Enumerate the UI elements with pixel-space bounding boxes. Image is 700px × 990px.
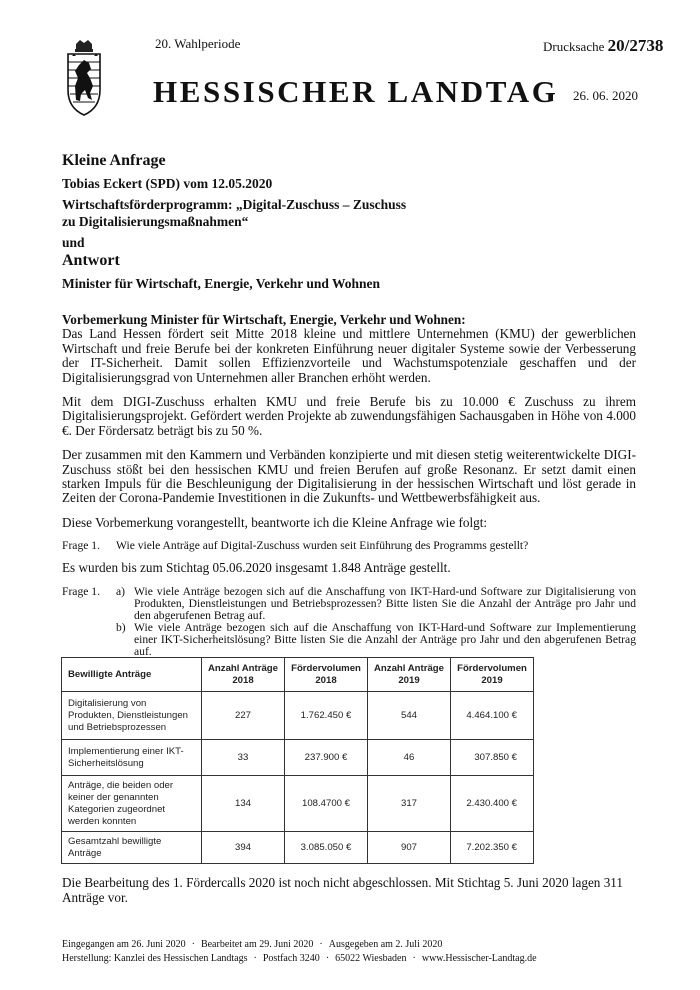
table-header: Fördervolumen 2018 (285, 658, 368, 692)
table-cell: 394 (202, 832, 285, 864)
table-row (62, 776, 534, 832)
sub-letter: b) (116, 620, 126, 634)
vorbemerkung-paragraph: Der zusammen mit den Kammern und Verbänden konzipierte und mit diesen stetig weiterentwickelte DIGI-Zuschuss stößt bei den hessischen KMU und freien Berufen auf große Resonanz. Er setzt damit einen starken Impuls für die Beschleunigung der Digitalisierung in der hessischen Wirtschaft und löst gerade in Zeiten der Corona-Pandemie Investitionen in die Zukunfts- und Wettbewerbsfähigkeit aus. (62, 447, 636, 506)
drucksache-number: 20/2738 (607, 36, 664, 55)
table-header: Fördervolumen 2019 (451, 658, 534, 692)
sub-text: Wie viele Anträge bezogen sich auf die Anschaffung von IKT-Hard-und Software zur Implementierung einer IKT-Sicherheitslösung? Bitte listen Sie die Anzahl der Anträge pro Jahr und den abgerufenen Betrag auf. (134, 620, 636, 658)
footer-item: Herstellung: Kanzlei des Hessischen Landtags (62, 953, 248, 964)
document-date: 26. 06. 2020 (573, 88, 638, 103)
footer-link[interactable]: www.Hessischer-Landtag.de (421, 953, 537, 964)
vorbemerkung-paragraph: Diese Vorbemerkung vorangestellt, beantworte ich die Kleine Anfrage wie folgt: (62, 514, 488, 530)
table-cell: 317 (368, 776, 451, 832)
table-header: Anzahl Anträge 2019 (368, 658, 451, 692)
drucksache (543, 36, 663, 56)
table-cell: 2.430.400 € (451, 776, 534, 832)
sub-text: Wie viele Anträge bezogen sich auf die Anschaffung von IKT-Hard-und Software zur Digitalisierung von Produkten, Dienstleistungen und Betriebsprozessen? Bitte listen Sie die Anzahl der Anträge pro Jahr und den abgerufenen Betrag auf. (134, 584, 636, 622)
hessen-coat-of-arms-icon (62, 38, 106, 118)
heading-type: Kleine Anfrage (62, 152, 166, 169)
frage-label: Frage 1. (62, 539, 100, 553)
table-cell: 33 (202, 740, 285, 776)
footer-line-1: Eingegangen am 26. Juni 2020 · Bearbeitet am 29. Juni 2020 · Ausgegeben am 2. Juli 2020 (62, 939, 443, 950)
table-row (62, 692, 534, 740)
frage-1-ab (62, 586, 636, 658)
closing-paragraph: Die Bearbeitung des 1. Fördercalls 2020 ist noch nicht abgeschlossen. Mit Stichtag 5. Juni 2020 lagen 311 Anträge vor. (62, 875, 623, 905)
table-cell-label: Digitalisierung von Produkten, Dienstleistungen und Betriebsprozessen (62, 692, 202, 740)
table-header-row (62, 658, 534, 692)
vorbemerkung-title: Vorbemerkung Minister für Wirtschaft, Energie, Verkehr und Wohnen: (62, 312, 466, 327)
frage-label: Frage 1. (62, 584, 100, 598)
table-cell: 1.762.450 € (285, 692, 368, 740)
table-cell-label: Gesamtzahl bewilligte Anträge (62, 832, 202, 864)
table-header: Anzahl Anträge 2018 (202, 658, 285, 692)
antraege-table (61, 657, 534, 864)
wahlperiode: 20. Wahlperiode (155, 36, 241, 51)
table-header: Bewilligte Anträge (62, 658, 202, 692)
heading-block (62, 151, 642, 292)
vorbemerkung-paragraph: Das Land Hessen fördert seit Mitte 2018 kleine und mittlere Unternehmen (KMU) der gewerblichen Wirtschaft und freie Berufe bei der konkreten Einführung neuer digitaler Systeme sowie der Verbesserung der IT-Sicherheit. Damit sollen Effizienzvorteile und Wachstumspotenziale geschaffen und der Digitalisierungsgrad von Unternehmen aller Branchen erhöht werden. (62, 326, 636, 385)
footer-item: 65022 Wiesbaden (335, 953, 407, 964)
frage-1-answer: Es wurden bis zum Stichtag 05.06.2020 insgesamt 1.848 Anträge gestellt. (62, 560, 451, 576)
table-cell: 3.085.050 € (285, 832, 368, 864)
frage-1b (116, 622, 636, 658)
document-title: HESSISCHER LANDTAG (153, 74, 559, 109)
table-cell: 237.900 € (285, 740, 368, 776)
heading-minister: Minister für Wirtschaft, Energie, Verkehr und Wohnen (62, 276, 381, 291)
footer (62, 938, 642, 966)
footer-item: Bearbeitet am 29. Juni 2020 (200, 939, 314, 950)
table-cell-label: Implementierung einer IKT-Sicherheitslösung (62, 740, 202, 776)
frage-1 (62, 540, 636, 552)
heading-author: Tobias Eckert (SPD) vom 12.05.2020 (62, 176, 273, 191)
footer-item: Ausgegeben am 2. Juli 2020 (328, 939, 443, 950)
document-body (62, 313, 636, 658)
table-row (62, 740, 534, 776)
table-cell-label: Anträge, die beiden oder keiner der genannten Kategorien zugeordnet werden konnten (62, 776, 202, 832)
footer-item: Eingegangen am 26. Juni 2020 (62, 939, 186, 950)
table-cell: 907 (368, 832, 451, 864)
footer-item: Postfach 3240 (262, 953, 320, 964)
table-cell: 134 (202, 776, 285, 832)
table-cell: 544 (368, 692, 451, 740)
table-cell: 46 (368, 740, 451, 776)
heading-antwort: Antwort (62, 252, 120, 269)
sub-letter: a) (116, 584, 126, 598)
table-cell: 7.202.350 € (451, 832, 534, 864)
frage-text: Wie viele Anträge auf Digital-Zuschuss wurden seit Einführung des Programms gestellt? (116, 539, 529, 553)
table-cell: 307.850 € (451, 740, 534, 776)
heading-subject: Wirtschaftsförderprogramm: „Digital-Zuschuss – Zuschuss zu Digitalisierungsmaßnahmen“ (62, 197, 407, 229)
table-cell: 227 (202, 692, 285, 740)
table-row (62, 832, 534, 864)
vorbemerkung-paragraph: Mit dem DIGI-Zuschuss erhalten KMU und freie Berufe bis zu 10.000 € Zuschuss zu ihrem Digitalisierungsprojekt. Gefördert werden Projekte ab zuwendungsfähigen Sachausgaben in Höhe von 4.000 €. Der Fördersatz beträgt bis zu 50 %. (62, 394, 636, 438)
table-cell: 108.4700 € (285, 776, 368, 832)
frage-1a (116, 586, 636, 622)
table-cell: 4.464.100 € (451, 692, 534, 740)
drucksache-label: Drucksache (543, 39, 605, 54)
footer-line-2: Herstellung: Kanzlei des Hessischen Landtags · Postfach 3240 · 65022 Wiesbaden · www.Hessischer-Landtag.de (62, 953, 537, 964)
heading-und: und (62, 235, 85, 250)
